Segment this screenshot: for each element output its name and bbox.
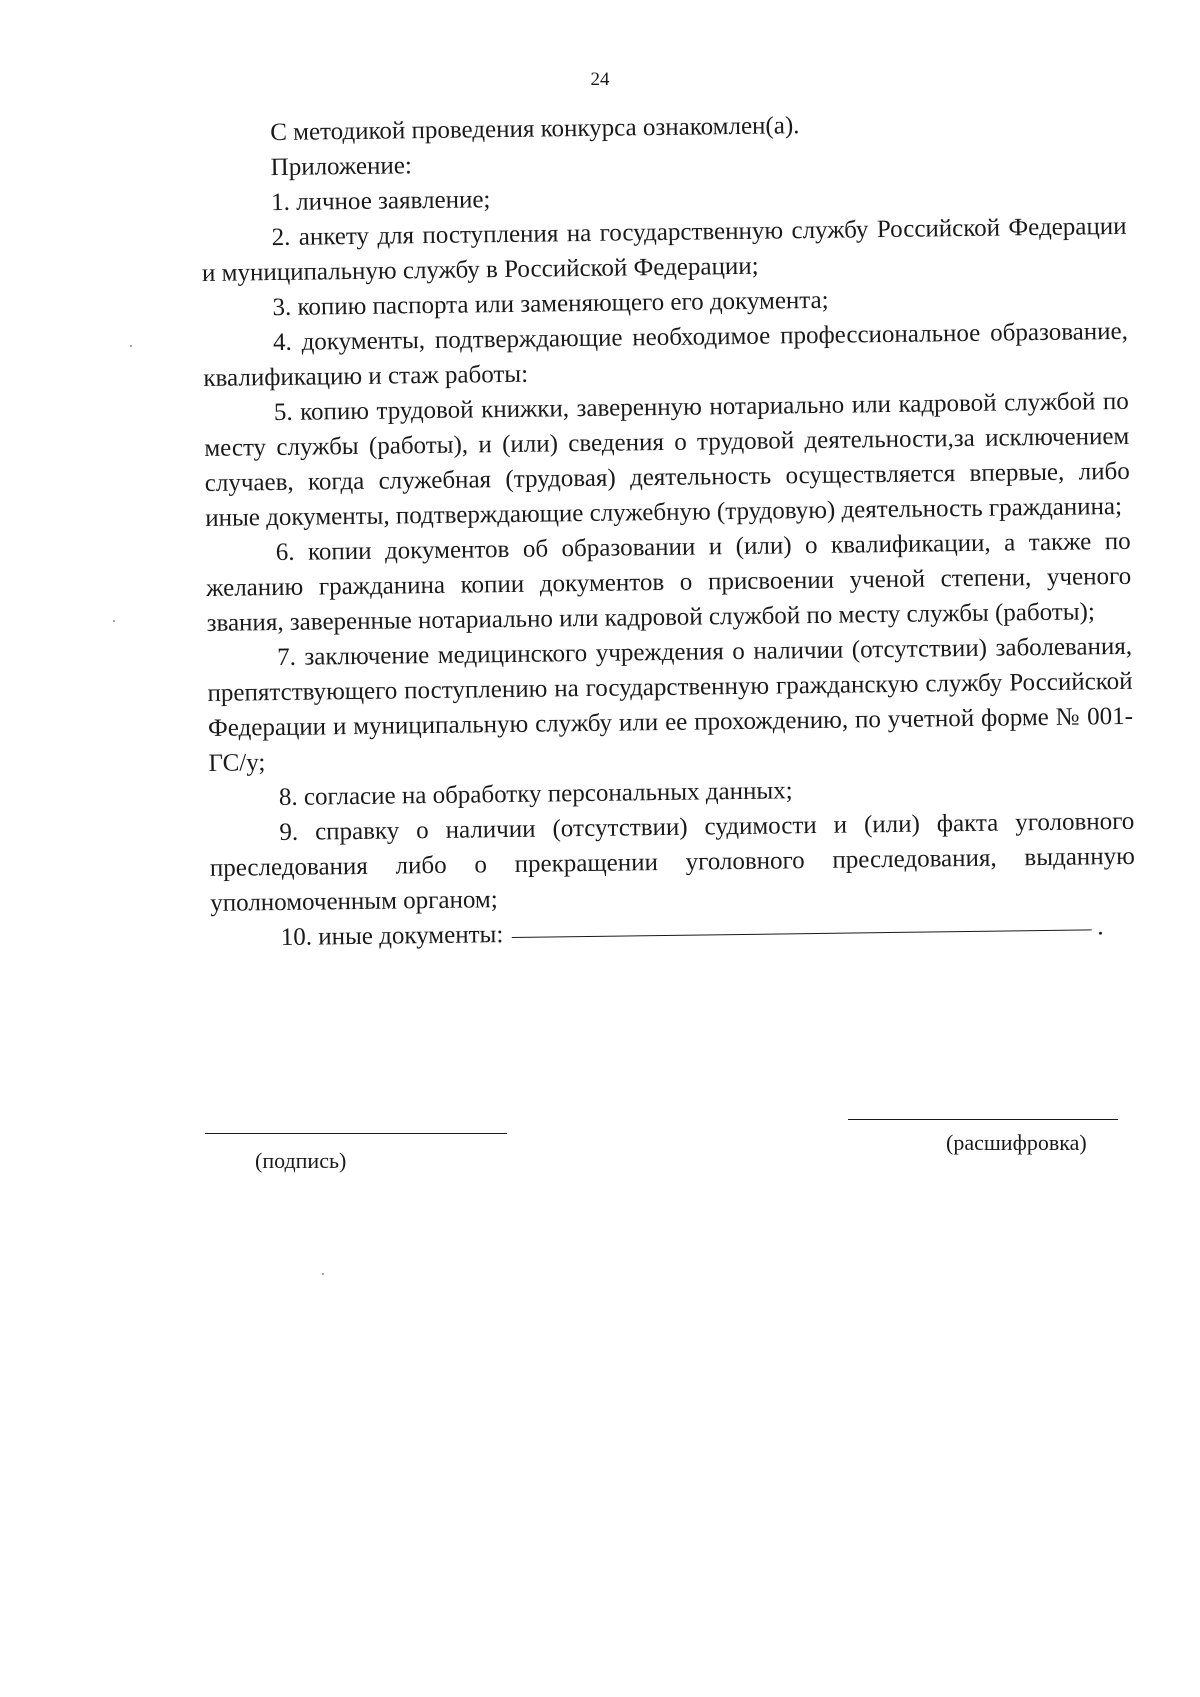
other-documents-blank-line xyxy=(511,928,1091,938)
document-body xyxy=(200,104,1136,956)
list-item: 7. заключение медицинского учреждения о наличии (отсутствии) заболевания, препятствующего поступлению на государственную гражданскую службу Российской Федерации и муниципальную службу или ее прохождению, по учетной форме № 001-ГС/у; xyxy=(207,632,1134,777)
list-item: 3. копию паспорта или заменяющего его документа; xyxy=(272,286,829,322)
intro-text: С методикой проведения конкурса ознакомлен(а). xyxy=(270,112,800,147)
transcript-line xyxy=(848,1119,1118,1120)
list-item: 6. копии документов об образовании и (или) о квалификации, а также по желанию гражданина копии документов о присвоении ученой степени, ученого звания, заверенные нотариально или кадровой службой по месту службы (работы); xyxy=(206,527,1132,637)
list-item: 2. анкету для поступления на государственную службу Российской Федерации и муниципальную службу в Российской Федерации; xyxy=(201,212,1127,287)
list-item: 8. согласие на обработку персональных данных; xyxy=(278,777,793,812)
list-item: 5. копию трудовой книжки, заверенную нотариально или кадровой службой по месту службы (работы), и (или) сведения о трудовой деятельности,за исключением случаев, когда служебная (трудовая) деятельность осуществляется впервые, либо иные документы, подтверждающие служебную (трудовую) деятельность гражданина; xyxy=(204,387,1130,532)
list-item: 1. личное заявление; xyxy=(270,186,491,217)
other-documents-label: 10. иные документы: xyxy=(280,921,504,952)
list-item: 9. справку о наличии (отсутствии) судимости и (или) факта уголовного преследования либо о прекращении уголовного преследования, выданную уполномоченным органом; xyxy=(209,807,1135,917)
scan-speck xyxy=(130,345,132,347)
other-documents-end-dot: . xyxy=(1097,913,1104,941)
signature-line xyxy=(205,1133,507,1134)
page-number: 24 xyxy=(590,69,610,90)
scan-speck xyxy=(322,1273,324,1275)
list-item: 4. документы, подтверждающие необходимое профессиональное образование, квалификацию и стаж работы: xyxy=(203,317,1129,392)
appendix-heading: Приложение: xyxy=(270,152,412,182)
signature-caption: (подпись) xyxy=(255,1148,347,1173)
transcript-caption: (расшифровка) xyxy=(946,1130,1087,1155)
scan-speck xyxy=(113,620,115,622)
